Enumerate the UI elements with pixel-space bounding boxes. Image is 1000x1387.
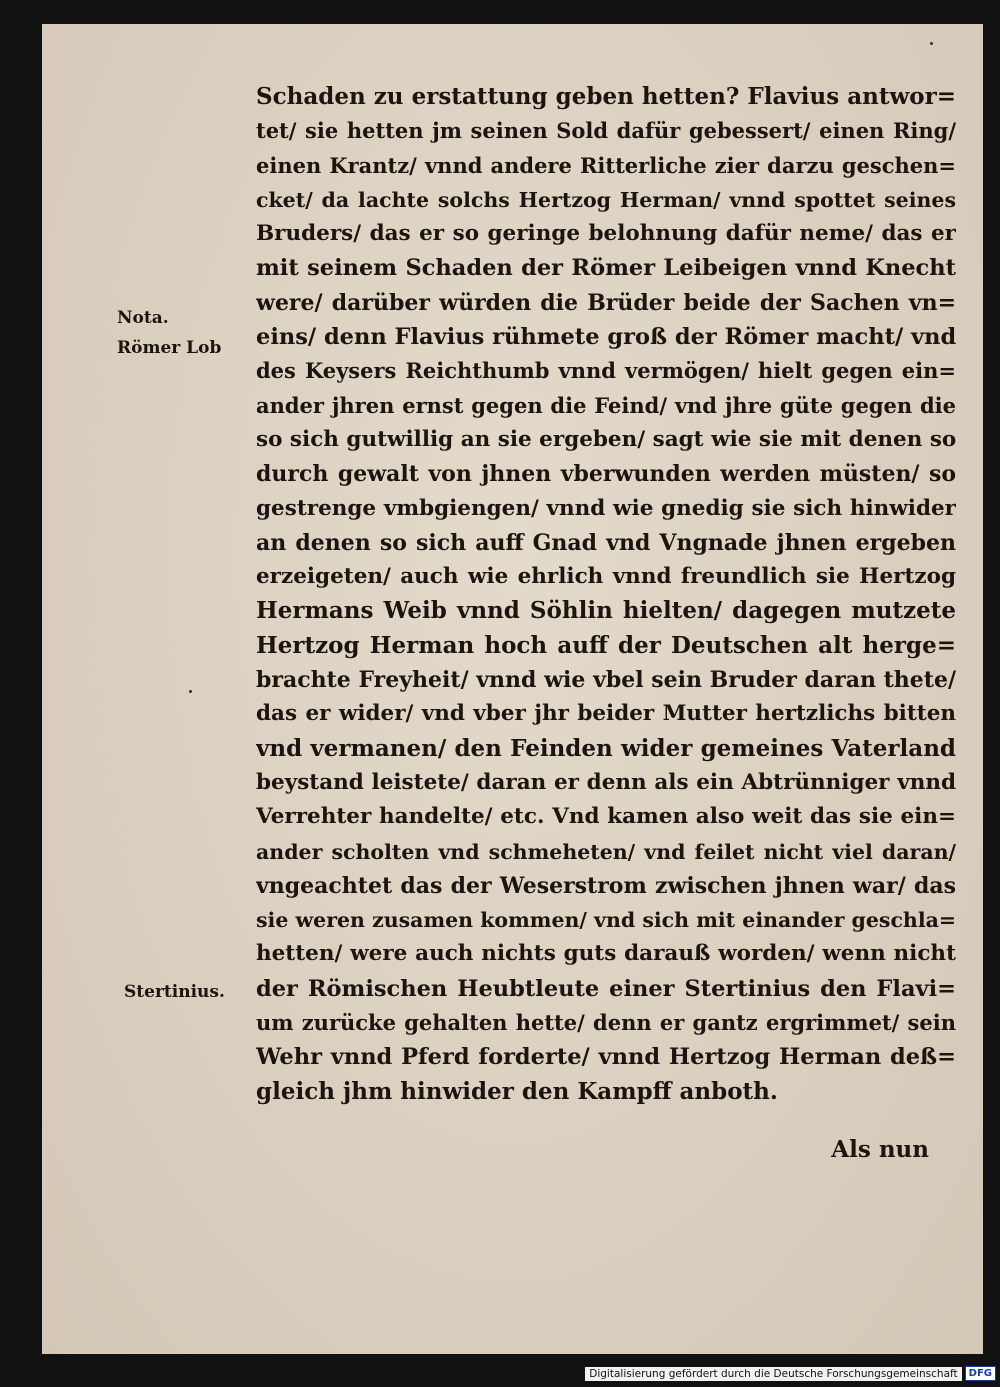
margin-note-roemer-lob: Römer Lob xyxy=(117,338,222,358)
text-line: Verrehter handelte/ etc. Vnd kamen also weit das sie ein= xyxy=(256,804,956,830)
text-line: so sich gutwillig an sie ergeben/ sagt wie sie mit denen so xyxy=(256,426,956,452)
text-line: Hertzog Herman hoch auff der Deutschen alt herge= xyxy=(256,631,956,659)
text-line: an denen so sich auff Gnad vnd Vngnade jhnen ergeben xyxy=(256,529,956,556)
text-line: gestrenge vmbgiengen/ vnnd wie gnedig sie sich hinwider xyxy=(256,495,956,521)
text-line: der Römischen Heubtleute einer Stertinius den Flavi= xyxy=(256,975,956,1002)
text-line: tet/ sie hetten jm seinen Sold dafür gebessert/ einen Ring/ xyxy=(256,118,956,144)
book-page xyxy=(42,24,983,1354)
ink-speck xyxy=(189,690,192,693)
text-line: vngeachtet das der Weserstrom zwischen jhnen war/ das xyxy=(256,872,956,899)
text-line: sie weren zusamen kommen/ vnd sich mit einander geschla= xyxy=(256,908,956,933)
text-line: des Keysers Reichthumb vnnd vermögen/ hielt gegen ein= xyxy=(256,358,956,384)
margin-note-nota: Nota. xyxy=(117,308,169,328)
text-line: beystand leistete/ daran er denn als ein Abtrünniger vnnd xyxy=(256,769,956,795)
text-line: brachte Freyheit/ vnnd wie vbel sein Bruder daran thete/ xyxy=(256,667,956,694)
text-line: einen Krantz/ vnnd andere Ritterliche zier darzu geschen= xyxy=(256,152,956,178)
text-line: ander jhren ernst gegen die Feind/ vnd jhre güte gegen die xyxy=(256,392,956,418)
text-line: eins/ denn Flavius rühmete groß der Römer macht/ vnd xyxy=(256,324,956,351)
text-line: mit seinem Schaden der Römer Leibeigen vnnd Knecht xyxy=(256,255,956,282)
text-line: gleich jhm hinwider den Kampff anboth. xyxy=(256,1077,778,1105)
text-line: vnd vermanen/ den Feinden wider gemeines Vaterland xyxy=(256,734,956,762)
text-line: Wehr vnnd Pferd forderte/ vnnd Hertzog Herman deß= xyxy=(256,1044,956,1071)
footer-credit xyxy=(585,1366,996,1381)
text-line: erzeigeten/ auch wie ehrlich vnnd freundlich sie Hertzog xyxy=(256,564,956,590)
ink-speck xyxy=(930,42,933,45)
text-line: were/ darüber würden die Brüder beide der Sachen vn= xyxy=(256,289,956,316)
dfg-logo-icon: DFG xyxy=(965,1366,996,1381)
text-line: das er wider/ vnd vber jhr beider Mutter hertzlichs bitten xyxy=(256,701,956,727)
text-line: ander scholten vnd schmeheten/ vnd feilet nicht viel daran/ xyxy=(256,839,956,864)
text-line: cket/ da lachte solchs Hertzog Herman/ vnnd spottet seines xyxy=(256,187,956,212)
text-line: Schaden zu erstattung geben hetten? Flavius antwor= xyxy=(256,83,956,110)
footer-text: Digitalisierung gefördert durch die Deutsche Forschungsgemeinschaft xyxy=(585,1367,961,1381)
text-line: hetten/ were auch nichts guts darauß worden/ wenn nicht xyxy=(256,941,956,967)
catchword: Als nun xyxy=(831,1136,929,1163)
text-line: durch gewalt von jhnen vberwunden werden müsten/ so xyxy=(256,461,956,488)
body-text xyxy=(256,80,956,1109)
text-line: Bruders/ das er so geringe belohnung dafür neme/ das er xyxy=(256,221,956,247)
margin-note-stertinius: Stertinius. xyxy=(124,982,225,1002)
text-line: Hermans Weib vnnd Söhlin hielten/ dagegen mutzete xyxy=(256,597,956,625)
text-line: um zurücke gehalten hette/ denn er gantz ergrimmet/ sein xyxy=(256,1010,956,1036)
